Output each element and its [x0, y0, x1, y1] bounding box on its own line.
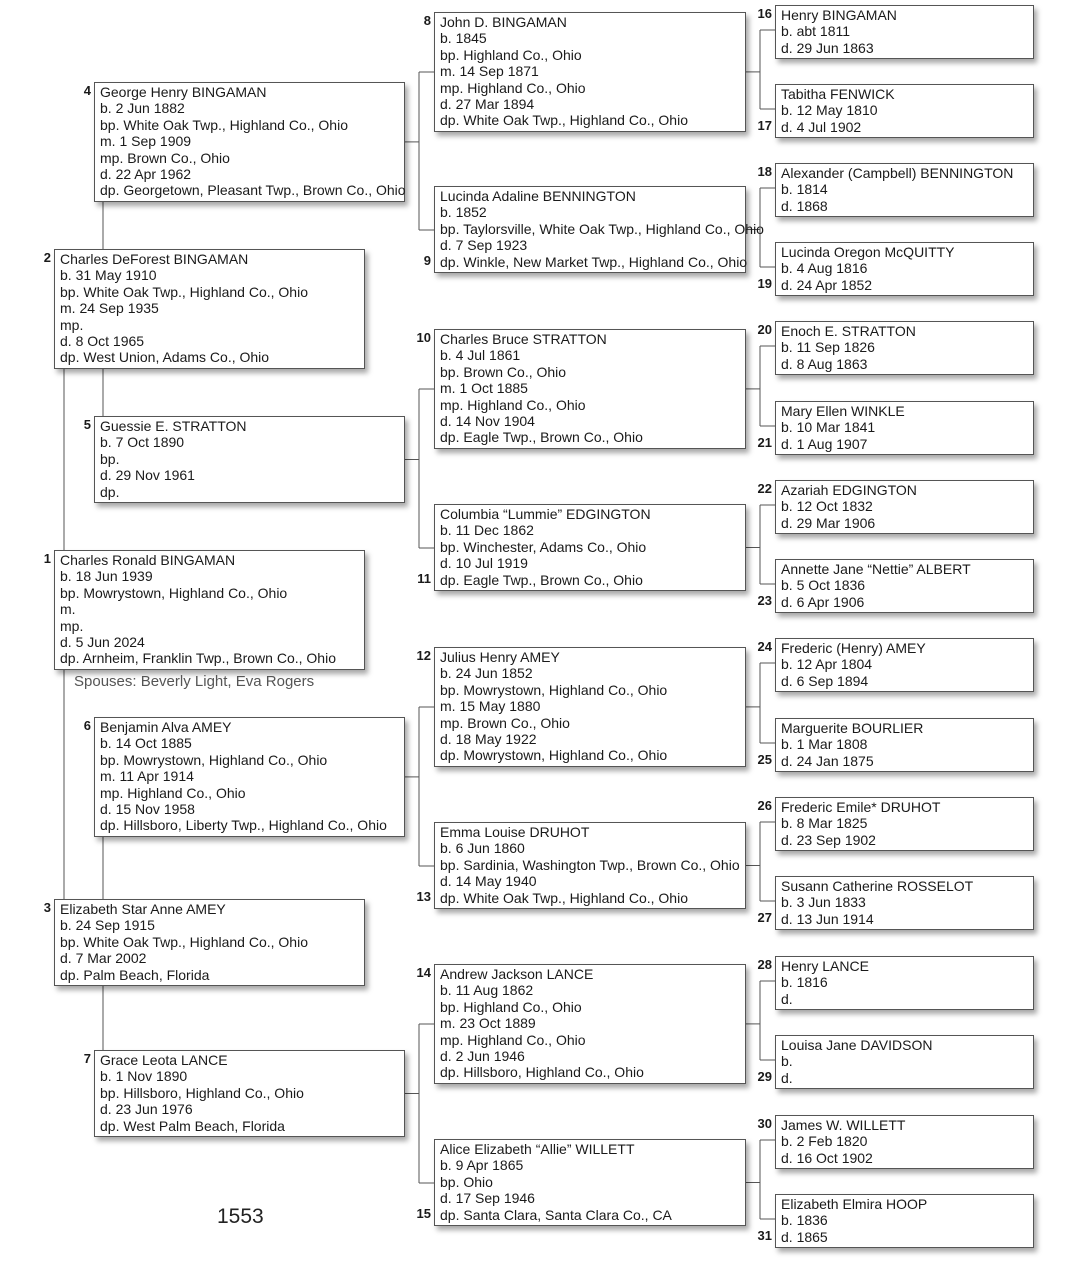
person-name: Emma Louise DRUHOT: [440, 824, 590, 840]
person-box-19: [775, 242, 1034, 296]
person-fact: dp. Eagle Twp., Brown Co., Ohio: [440, 571, 643, 588]
person-fact: bp. Mowrystown, Highland Co., Ohio: [60, 584, 288, 601]
person-fact: bp. Brown Co., Ohio: [440, 363, 567, 380]
person-name: Lucinda Adaline BENNINGTON: [440, 188, 636, 204]
person-box-12: [434, 647, 746, 767]
person-fact: dp. White Oak Twp., Highland Co., Ohio: [440, 889, 688, 906]
person-fact: b. 9 Apr 1865: [440, 1157, 524, 1174]
ahnentafel-number: 6: [83, 718, 91, 733]
person-fact: dp. Eagle Twp., Brown Co., Ohio: [440, 429, 643, 446]
ahnentafel-number: 11: [417, 570, 431, 586]
person-box-27: [775, 876, 1034, 930]
ahnentafel-number: 9: [423, 252, 431, 268]
person-name: Frederic (Henry) AMEY: [781, 640, 926, 656]
person-box-8: [434, 12, 746, 132]
person-fact: dp. West Palm Beach, Florida: [100, 1117, 285, 1134]
person-fact: b. 1836: [781, 1212, 828, 1229]
person-fact: m. 1 Sep 1909: [100, 133, 192, 150]
person-fact: b. 1 Nov 1890: [100, 1068, 188, 1085]
person-fact: d. 29 Jun 1863: [781, 39, 874, 56]
ahnentafel-number: 7: [83, 1051, 91, 1066]
person-box-22: [775, 480, 1034, 534]
person-fact: d. 14 Nov 1904: [440, 413, 535, 430]
person-box-16: [775, 5, 1034, 59]
person-fact: bp. Mowrystown, Highland Co., Ohio: [440, 681, 668, 698]
person-name: Henry BINGAMAN: [781, 7, 897, 23]
person-fact: d. 7 Sep 1923: [440, 237, 528, 254]
person-box-4: [94, 82, 405, 202]
person-name: Charles Ronald BINGAMAN: [60, 552, 236, 568]
ahnentafel-number: 8: [423, 13, 431, 28]
person-box-5: [94, 416, 405, 503]
person-name: George Henry BINGAMAN: [100, 84, 267, 100]
person-fact: b. 8 Mar 1825: [781, 815, 868, 832]
person-fact: d. 23 Jun 1976: [100, 1101, 193, 1118]
person-fact: b. 6 Jun 1860: [440, 840, 525, 857]
person-fact: d. 5 Jun 2024: [60, 634, 145, 651]
person-fact: b. 1845: [440, 30, 487, 47]
person-fact: b. 3 Jun 1833: [781, 894, 866, 911]
person-fact: b. 4 Jul 1861: [440, 347, 521, 364]
person-fact: m. 15 May 1880: [440, 698, 541, 715]
ahnentafel-number: 19: [757, 275, 772, 291]
person-fact: d. 2 Jun 1946: [440, 1048, 525, 1065]
person-fact: d. 13 Jun 1914: [781, 910, 874, 927]
person-fact: dp. Palm Beach, Florida: [60, 966, 210, 983]
person-fact: mp. Brown Co., Ohio: [100, 149, 230, 166]
person-name: Frederic Emile* DRUHOT: [781, 799, 941, 815]
person-name: Elizabeth Elmira HOOP: [781, 1196, 928, 1212]
person-fact: b. 1816: [781, 974, 828, 991]
person-fact: b. 24 Jun 1852: [440, 665, 533, 682]
person-fact: d. 24 Apr 1852: [781, 276, 873, 293]
ahnentafel-number: 20: [757, 322, 772, 337]
ahnentafel-number: 22: [757, 481, 772, 496]
person-fact: bp. Highland Co., Ohio: [440, 998, 582, 1015]
person-fact: d. 8 Oct 1965: [60, 333, 145, 350]
person-fact: b. 1 Mar 1808: [781, 736, 868, 753]
person-fact: d. 15 Nov 1958: [100, 801, 195, 818]
ahnentafel-number: 30: [757, 1116, 772, 1131]
person-fact: bp. Taylorsville, White Oak Twp., Highland Co., Ohio: [440, 220, 764, 237]
person-fact: d. 29 Nov 1961: [100, 467, 195, 484]
person-fact: m. 23 Oct 1889: [440, 1015, 536, 1032]
person-fact: b. 1852: [440, 204, 487, 221]
ahnentafel-number: 21: [757, 434, 772, 450]
person-fact: bp. Mowrystown, Highland Co., Ohio: [100, 751, 328, 768]
person-box-6: [94, 717, 405, 837]
ahnentafel-number: 27: [757, 909, 772, 925]
spouses-note: Spouses: Beverly Light, Eva Rogers: [74, 673, 315, 690]
person-name: Charles Bruce STRATTON: [440, 331, 607, 347]
person-fact: d. 16 Oct 1902: [781, 1149, 873, 1166]
person-fact: b. 14 Oct 1885: [100, 735, 192, 752]
person-name: Lucinda Oregon McQUITTY: [781, 244, 955, 260]
person-fact: dp. Santa Clara, Santa Clara Co., CA: [440, 1206, 672, 1223]
person-fact: m. 1 Oct 1885: [440, 380, 528, 397]
person-box-20: [775, 321, 1034, 375]
person-box-11: [434, 504, 746, 591]
person-fact: bp. White Oak Twp., Highland Co., Ohio: [60, 933, 308, 950]
person-fact: dp. Mowrystown, Highland Co., Ohio: [440, 747, 668, 764]
person-fact: d. 22 Apr 1962: [100, 166, 192, 183]
ahnentafel-number: 17: [757, 117, 772, 133]
person-fact: d. 10 Jul 1919: [440, 555, 528, 572]
person-fact: bp. Ohio: [440, 1173, 493, 1190]
person-box-3: [54, 899, 365, 986]
person-name: Azariah EDGINGTON: [781, 482, 917, 498]
ahnentafel-number: 26: [757, 798, 772, 813]
person-box-2: [54, 249, 365, 369]
person-fact: d. 29 Mar 1906: [781, 514, 876, 531]
person-name: Benjamin Alva AMEY: [100, 719, 232, 735]
person-fact: mp. Highland Co., Ohio: [440, 1031, 586, 1048]
person-fact: bp. Highland Co., Ohio: [440, 46, 582, 63]
person-name: Alice Elizabeth “Allie” WILLETT: [440, 1141, 635, 1157]
person-name: Annette Jane “Nettie” ALBERT: [781, 561, 971, 577]
person-name: Henry LANCE: [781, 958, 869, 974]
person-fact: d. 23 Sep 1902: [781, 831, 876, 848]
person-box-13: [434, 822, 746, 909]
person-box-26: [775, 797, 1034, 851]
person-fact: mp. Highland Co., Ohio: [440, 396, 586, 413]
person-fact: b. 2 Feb 1820: [781, 1133, 868, 1150]
person-fact: d. 8 Aug 1863: [781, 355, 868, 372]
ahnentafel-number: 25: [757, 751, 772, 767]
ahnentafel-number: 1: [43, 551, 51, 566]
person-fact: b. 18 Jun 1939: [60, 568, 153, 585]
ahnentafel-number: 14: [416, 965, 431, 980]
person-fact: bp. Winchester, Adams Co., Ohio: [440, 538, 647, 555]
ahnentafel-number: 4: [83, 83, 91, 98]
person-fact: b. 1814: [781, 181, 828, 198]
person-fact: b. 11 Sep 1826: [781, 339, 875, 356]
person-name: Susann Catherine ROSSELOT: [781, 878, 974, 894]
person-fact: m.: [60, 601, 76, 618]
person-fact: d. 4 Jul 1902: [781, 118, 862, 135]
person-fact: d. 18 May 1922: [440, 731, 537, 748]
ahnentafel-number: 5: [83, 417, 91, 432]
person-box-31: [775, 1194, 1034, 1248]
person-fact: b. 10 Mar 1841: [781, 419, 876, 436]
ahnentafel-number: 28: [757, 957, 772, 972]
person-fact: d. 24 Jan 1875: [781, 752, 874, 769]
person-fact: m. 14 Sep 1871: [440, 63, 539, 80]
person-box-1: [54, 550, 365, 670]
person-fact: d. 17 Sep 1946: [440, 1190, 535, 1207]
ahnentafel-number: 2: [43, 250, 51, 265]
ahnentafel-number: 16: [757, 6, 772, 21]
person-fact: b. 4 Aug 1816: [781, 260, 868, 277]
person-fact: d. 1865: [781, 1228, 828, 1245]
person-fact: dp. Georgetown, Pleasant Twp., Brown Co., Ohio: [100, 182, 406, 199]
person-fact: bp. White Oak Twp., Highland Co., Ohio: [100, 116, 348, 133]
person-fact: b. 31 May 1910: [60, 267, 157, 284]
person-box-7: [94, 1050, 405, 1137]
person-name: Enoch E. STRATTON: [781, 323, 916, 339]
person-name: John D. BINGAMAN: [440, 14, 567, 30]
person-name: Alexander (Campbell) BENNINGTON: [781, 165, 1014, 181]
person-fact: bp. Hillsboro, Highland Co., Ohio: [100, 1084, 304, 1101]
person-fact: bp.: [100, 450, 120, 467]
person-name: Grace Leota LANCE: [100, 1052, 228, 1068]
person-fact: d.: [781, 990, 793, 1007]
person-name: Andrew Jackson LANCE: [440, 966, 594, 982]
person-fact: d. 6 Apr 1906: [781, 593, 865, 610]
person-name: Columbia “Lummie” EDGINGTON: [440, 506, 651, 522]
person-name: Tabitha FENWICK: [781, 86, 895, 102]
ahnentafel-number: 18: [757, 164, 772, 179]
ahnentafel-number: 15: [416, 1205, 431, 1221]
person-fact: mp.: [60, 316, 84, 333]
person-box-14: [434, 964, 746, 1084]
person-name: Louisa Jane DAVIDSON: [781, 1037, 933, 1053]
person-name: Guessie E. STRATTON: [100, 418, 247, 434]
person-fact: mp. Highland Co., Ohio: [440, 79, 586, 96]
person-name: James W. WILLETT: [781, 1117, 906, 1133]
person-fact: d. 1868: [781, 197, 828, 214]
person-box-15: [434, 1139, 746, 1226]
ahnentafel-number: 23: [757, 592, 772, 608]
person-fact: dp. Hillsboro, Liberty Twp., Highland Co., Ohio: [100, 817, 387, 834]
person-fact: dp.: [100, 483, 120, 500]
person-fact: b. 12 Oct 1832: [781, 498, 873, 515]
person-box-29: [775, 1035, 1034, 1089]
person-fact: b.: [781, 1053, 793, 1070]
person-box-21: [775, 401, 1034, 455]
person-name: Julius Henry AMEY: [440, 649, 560, 665]
person-box-9: [434, 186, 764, 273]
person-fact: mp. Highland Co., Ohio: [100, 784, 246, 801]
person-box-17: [775, 84, 1034, 138]
person-box-24: [775, 638, 1034, 692]
person-fact: bp. Sardinia, Washington Twp., Brown Co., Ohio: [440, 856, 740, 873]
ahnentafel-number: 10: [416, 330, 431, 345]
person-name: Marguerite BOURLIER: [781, 720, 924, 736]
person-fact: m. 24 Sep 1935: [60, 300, 159, 317]
ahnentafel-number: 12: [416, 648, 431, 663]
person-box-25: [775, 718, 1034, 772]
person-fact: d. 6 Sep 1894: [781, 672, 869, 689]
person-fact: d. 1 Aug 1907: [781, 435, 868, 452]
person-fact: dp. West Union, Adams Co., Ohio: [60, 349, 270, 366]
person-fact: b. 12 Apr 1804: [781, 656, 873, 673]
person-name: Mary Ellen WINKLE: [781, 403, 905, 419]
person-box-10: [434, 329, 746, 449]
ahnentafel-number: 3: [43, 900, 51, 915]
person-fact: b. 5 Oct 1836: [781, 577, 866, 594]
person-fact: dp. Arnheim, Franklin Twp., Brown Co., Ohio: [60, 650, 336, 667]
person-fact: b. abt 1811: [781, 23, 851, 40]
person-fact: b. 24 Sep 1915: [60, 917, 155, 934]
person-fact: b. 2 Jun 1882: [100, 100, 185, 117]
person-fact: b. 11 Aug 1862: [440, 982, 534, 999]
person-fact: dp. White Oak Twp., Highland Co., Ohio: [440, 112, 688, 129]
person-fact: bp. White Oak Twp., Highland Co., Ohio: [60, 283, 308, 300]
person-fact: dp. Hillsboro, Highland Co., Ohio: [440, 1064, 644, 1081]
person-box-23: [775, 559, 1034, 613]
person-fact: d. 14 May 1940: [440, 873, 537, 890]
person-name: Charles DeForest BINGAMAN: [60, 251, 249, 267]
person-fact: d.: [781, 1069, 793, 1086]
person-name: Elizabeth Star Anne AMEY: [60, 901, 226, 917]
ahnentafel-number: 31: [757, 1227, 772, 1243]
page-number: 1553: [217, 1205, 264, 1228]
person-fact: b. 12 May 1810: [781, 102, 878, 119]
person-fact: mp. Brown Co., Ohio: [440, 714, 570, 731]
person-box-28: [775, 956, 1034, 1010]
person-box-30: [775, 1115, 1034, 1169]
person-box-18: [775, 163, 1034, 217]
person-fact: d. 7 Mar 2002: [60, 950, 147, 967]
ahnentafel-number: 13: [416, 888, 431, 904]
ahnentafel-number: 29: [757, 1068, 772, 1084]
person-fact: b. 11 Dec 1862: [440, 522, 534, 539]
person-fact: d. 27 Mar 1894: [440, 96, 535, 113]
person-fact: dp. Winkle, New Market Twp., Highland Co., Ohio: [440, 253, 748, 270]
ahnentafel-number: 24: [757, 639, 772, 654]
person-fact: b. 7 Oct 1890: [100, 434, 185, 451]
person-fact: m. 11 Apr 1914: [100, 768, 194, 785]
person-fact: mp.: [60, 617, 84, 634]
